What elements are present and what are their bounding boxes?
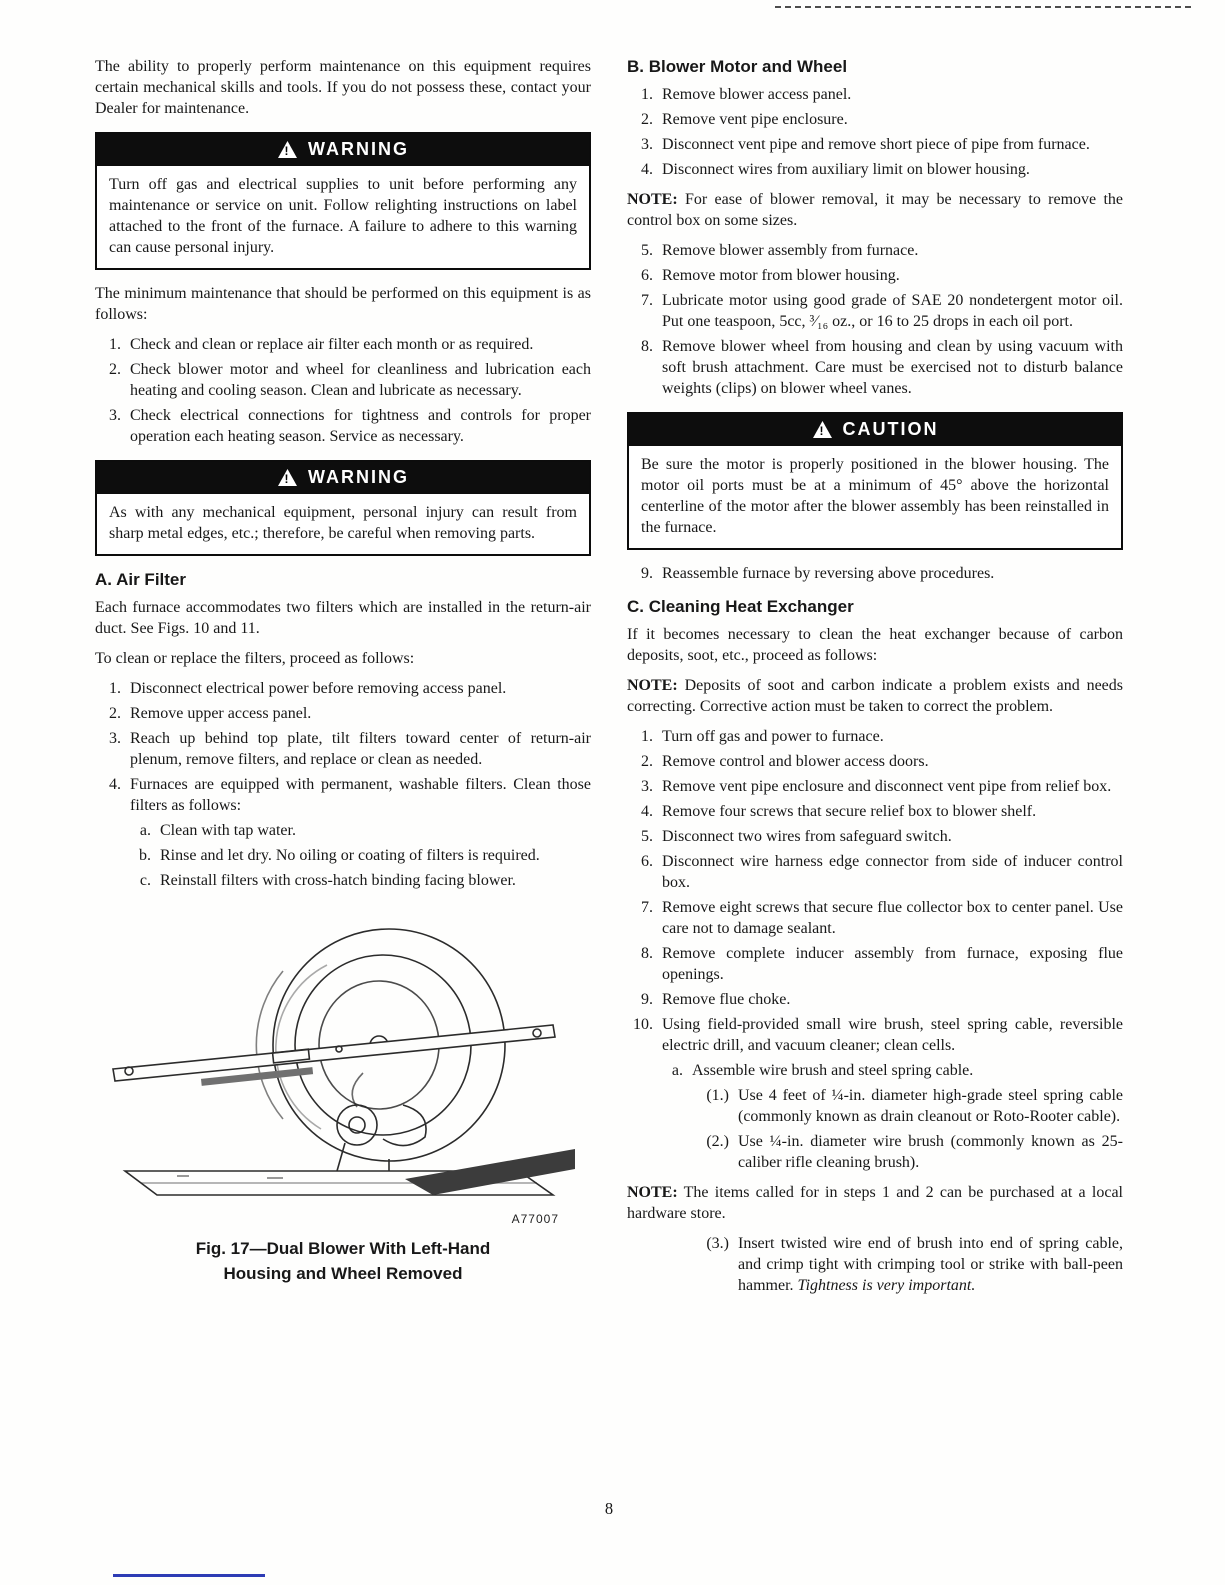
maintenance-intro-paragraph: The minimum maintenance that should be performed on this equipment is as follows:: [95, 285, 591, 323]
list-item: [627, 851, 1123, 893]
list-item: [627, 897, 1123, 939]
list-item: [627, 1014, 1123, 1056]
svg-text:!: !: [284, 144, 291, 159]
sub-sub-list-item: [627, 1131, 1123, 1173]
note-label: NOTE:: [627, 191, 678, 208]
two-column-layout: [95, 56, 1123, 1305]
list-item-number: 1.: [641, 728, 653, 745]
list-item-number: 1.: [109, 680, 121, 697]
section-heading-blower-motor: B. Blower Motor and Wheel: [627, 57, 848, 76]
list-item-text: Remove vent pipe enclosure and disconnect vent pipe from relief box.: [662, 778, 1112, 795]
note-label: NOTE:: [627, 1184, 678, 1201]
list-item-number: (1.): [706, 1087, 729, 1104]
list-item: [627, 109, 1123, 130]
list-item-number: 5.: [641, 828, 653, 845]
list-item-number: 6.: [641, 267, 653, 284]
list-item: [627, 776, 1123, 797]
list-item-number: 3.: [109, 730, 121, 747]
list-item-number: 2.: [641, 753, 653, 770]
list-item: [627, 989, 1123, 1010]
list-item-text: Reassemble furnace by reversing above procedures.: [662, 565, 995, 582]
list-item: [627, 240, 1123, 261]
list-item: [627, 84, 1123, 105]
list-item: [627, 563, 1123, 584]
svg-text:!: !: [819, 424, 825, 439]
list-item: [95, 359, 591, 401]
paragraph: To clean or replace the filters, proceed as follows:: [95, 650, 415, 667]
list-item-number: 2.: [109, 705, 121, 722]
list-item-text: Remove four screws that secure relief box to blower shelf.: [662, 803, 1037, 820]
list-item: [627, 943, 1123, 985]
list-item-text: Use 4 feet of ¼-in. diameter high-grade steel spring cable (commonly known as drain cleanout or Roto-Rooter cable).: [738, 1087, 1123, 1125]
list-item-text: Remove upper access panel.: [130, 705, 312, 722]
blower-list-1: [627, 84, 1123, 180]
page-number: 8: [604, 1499, 614, 1518]
list-item-number: 2.: [641, 111, 653, 128]
list-item-number: 8.: [641, 338, 653, 355]
list-item: [627, 826, 1123, 847]
sub-list-item: [95, 870, 591, 891]
list-item-text: Disconnect vent pipe and remove short piece of pipe from furnace.: [662, 136, 1090, 153]
warning-triangle-icon: [277, 140, 298, 159]
note-label: NOTE:: [627, 677, 678, 694]
list-item-number: 8.: [641, 945, 653, 962]
list-item-text: [738, 1233, 1123, 1296]
list-item-text: Disconnect electrical power before removing access panel.: [130, 680, 507, 697]
list-item-number: (3.): [706, 1235, 729, 1252]
note-paragraph: [627, 675, 1123, 717]
blower-list-3: [627, 563, 1123, 584]
list-item-number: 9.: [641, 565, 653, 582]
list-item-number: 10.: [633, 1016, 653, 1033]
list-item-text: Check blower motor and wheel for cleanliness and lubrication each heating and cooling season. Clean and lubricate as necessary.: [130, 361, 591, 399]
list-item: [95, 774, 591, 816]
section-heading-heat-exchanger: C. Cleaning Heat Exchanger: [627, 597, 854, 616]
warning-header: [97, 462, 589, 494]
warning-triangle-icon: [277, 468, 298, 487]
list-item-number: 3.: [109, 407, 121, 424]
list-item-letter: a.: [671, 1062, 683, 1079]
list-item-number: 4.: [109, 776, 121, 793]
caution-body: Be sure the motor is properly positioned in the blower housing. The motor oil ports must be at a minimum of 45° above the horizontal centerline of the motor after the blower assembly has been reinstalled in the furnace.: [641, 456, 1109, 536]
list-item-number: 3.: [641, 778, 653, 795]
sub-list-item: [627, 1060, 1123, 1081]
figure-caption: [95, 1236, 591, 1286]
list-item-text: Reach up behind top plate, tilt filters toward center of return-air plenum, remove filters, and replace or clean as needed.: [130, 730, 591, 768]
figure-caption-line-1: Fig. 17—Dual Blower With Left-Hand: [195, 1239, 491, 1258]
list-item-text: Clean with tap water.: [160, 822, 296, 839]
list-item-text: Turn off gas and power to furnace.: [662, 728, 884, 745]
list-item: [627, 265, 1123, 286]
left-column: [95, 56, 591, 1305]
list-item-text: Remove flue choke.: [662, 991, 791, 1008]
list-item-text-italic: Tightness is very important.: [797, 1277, 976, 1294]
scan-artifact-dashes: [775, 6, 1191, 8]
paragraph: If it becomes necessary to clean the heat exchanger because of carbon deposits, soot, etc., proceed as follows:: [627, 626, 1123, 664]
figure-17: [95, 913, 591, 1286]
list-item-text: Check electrical connections for tightness and controls for proper operation each heating season. Service as necessary.: [130, 407, 591, 445]
note-text: Deposits of soot and carbon indicate a problem exists and needs correcting. Corrective action must be taken to correct the problem.: [627, 677, 1124, 715]
caution-header: [629, 414, 1121, 446]
right-column: [627, 56, 1123, 1305]
list-item: [627, 290, 1123, 332]
list-item-text: Remove blower assembly from furnace.: [662, 242, 919, 259]
list-item-letter: c.: [139, 872, 151, 889]
heat-exchanger-list-continued: [627, 1233, 1123, 1296]
warning-box-1: [95, 132, 591, 270]
list-item: [95, 703, 591, 724]
list-item-number: 4.: [641, 161, 653, 178]
figure-caption-line-2: Housing and Wheel Removed: [223, 1264, 463, 1283]
list-item-text: Remove blower access panel.: [662, 86, 852, 103]
note-paragraph: [627, 189, 1123, 231]
sub-list-item: [95, 845, 591, 866]
list-item: [627, 336, 1123, 399]
warning-body: Turn off gas and electrical supplies to unit before performing any maintenance or service on unit. Follow relighting instructions on label attached to the front of the furnace. A failure to adhere to this warning can cause personal injury.: [109, 176, 577, 256]
list-item-text: Reinstall filters with cross-hatch binding facing blower.: [160, 872, 516, 889]
air-filter-list: [95, 678, 591, 891]
warning-title: WARNING: [308, 467, 409, 487]
list-item-text-main: Insert twisted wire end of brush into end of spring cable, and crimp tight with crimping tool or strike with ball-peen hammer.: [738, 1235, 1123, 1294]
list-item-text: Remove vent pipe enclosure.: [662, 111, 848, 128]
list-item-letter: b.: [139, 847, 151, 864]
caution-title: CAUTION: [842, 419, 939, 439]
list-item: [627, 726, 1123, 747]
sub-sub-list-item: [627, 1233, 1123, 1296]
list-item-text: Lubricate motor using good grade of SAE 20 nondetergent motor oil. Put one teaspoon, 5cc, ³⁄₁₆ oz., or 16 to 25 drops in each oil port.: [662, 292, 1123, 330]
list-item-text: Using field-provided small wire brush, steel spring cable, reversible electric drill, and vacuum cleaner; clean cells.: [662, 1016, 1123, 1054]
list-item-text: Remove complete inducer assembly from furnace, exposing flue openings.: [662, 945, 1123, 983]
list-item-number: 7.: [641, 292, 653, 309]
list-item-text: Rinse and let dry. No oiling or coating of filters is required.: [160, 847, 540, 864]
list-item-number: 1.: [641, 86, 653, 103]
list-item: [627, 751, 1123, 772]
caution-box: [627, 412, 1123, 550]
section-heading-air-filter: A. Air Filter: [95, 570, 186, 589]
list-item-text: Remove motor from blower housing.: [662, 267, 900, 284]
list-item-number: 2.: [109, 361, 121, 378]
intro-paragraph: The ability to properly perform maintenance on this equipment requires certain mechanical skills and tools. If you do not possess these, contact your Dealer for maintenance.: [95, 58, 591, 117]
list-item: [627, 801, 1123, 822]
blower-illustration: [107, 913, 579, 1213]
list-item: [95, 678, 591, 699]
list-item-text: Furnaces are equipped with permanent, washable filters. Clean those filters as follows:: [130, 776, 591, 814]
list-item-number: 7.: [641, 899, 653, 916]
list-item: [627, 134, 1123, 155]
sub-sub-list-item: [627, 1085, 1123, 1127]
list-item-letter: a.: [139, 822, 151, 839]
list-item-text: Remove blower wheel from housing and clean by using vacuum with soft brush attachment. Care must be exercised not to disturb balance weights (clips) on blower wheel vanes.: [662, 338, 1123, 397]
list-item-number: 6.: [641, 853, 653, 870]
caution-triangle-icon: [812, 420, 833, 439]
list-item-number: 9.: [641, 991, 653, 1008]
list-item-text: Check and clean or replace air filter each month or as required.: [130, 336, 534, 353]
list-item-number: 4.: [641, 803, 653, 820]
list-item-text: Disconnect wire harness edge connector from side of inducer control box.: [662, 853, 1123, 891]
note-text: The items called for in steps 1 and 2 can be purchased at a local hardware store.: [627, 1184, 1123, 1222]
sub-list-item: [95, 820, 591, 841]
list-item-text: Remove control and blower access doors.: [662, 753, 929, 770]
list-item: [95, 405, 591, 447]
list-item-text: Disconnect two wires from safeguard switch.: [662, 828, 952, 845]
note-text: For ease of blower removal, it may be necessary to remove the control box on some sizes.: [627, 191, 1123, 229]
list-item-text: Remove eight screws that secure flue collector box to center panel. Use care not to damage sealant.: [662, 899, 1123, 937]
list-item: [95, 334, 591, 355]
list-item-text: Use ¼-in. diameter wire brush (commonly known as 25-caliber rifle cleaning brush).: [738, 1133, 1123, 1171]
list-item-number: 5.: [641, 242, 653, 259]
warning-body: As with any mechanical equipment, personal injury can result from sharp metal edges, etc.; therefore, be careful when removing parts.: [109, 504, 577, 542]
list-item: [95, 728, 591, 770]
note-paragraph: [627, 1182, 1123, 1224]
paragraph: Each furnace accommodates two filters which are installed in the return-air duct. See Figs. 10 and 11.: [95, 599, 591, 637]
warning-box-2: [95, 460, 591, 556]
scan-artifact-blue-line: [113, 1574, 265, 1577]
figure-reference-code: A77007: [511, 1212, 559, 1226]
maintenance-list: [95, 334, 591, 447]
list-item-text: Disconnect wires from auxiliary limit on blower housing.: [662, 161, 1030, 178]
list-item-number: 3.: [641, 136, 653, 153]
list-item-text: Assemble wire brush and steel spring cable.: [692, 1062, 974, 1079]
list-item: [627, 159, 1123, 180]
blower-list-2: [627, 240, 1123, 399]
list-item-number: (2.): [706, 1133, 729, 1150]
warning-title: WARNING: [308, 139, 409, 159]
warning-header: [97, 134, 589, 166]
list-item-number: 1.: [109, 336, 121, 353]
heat-exchanger-list: [627, 726, 1123, 1173]
svg-text:!: !: [284, 472, 291, 487]
